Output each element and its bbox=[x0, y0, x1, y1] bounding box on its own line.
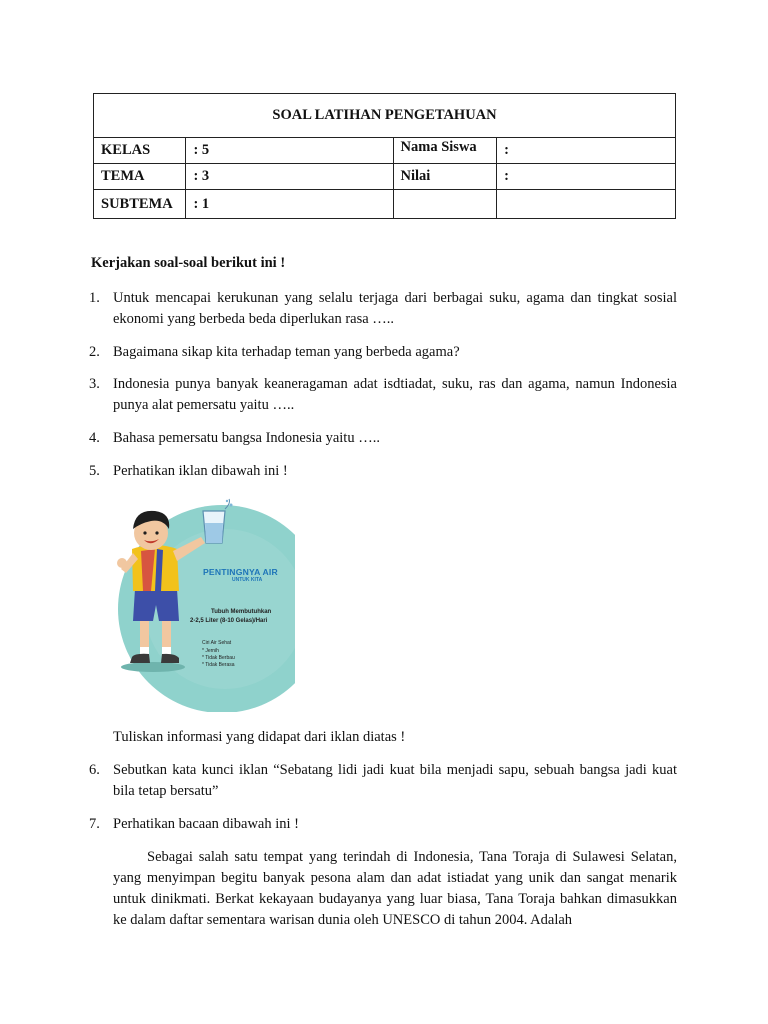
question-number: 2. bbox=[89, 344, 100, 360]
question-text: Untuk mencapai kerukunan yang selalu terjaga dari berbagai suku, agama dan tingkat sosial ekonomi yang berbeda beda diperlukan rasa ….. bbox=[113, 290, 677, 327]
nilai-value: : bbox=[497, 164, 676, 190]
header-row-kelas bbox=[94, 138, 676, 164]
question-number: 3. bbox=[89, 376, 100, 392]
empty-cell bbox=[393, 190, 497, 219]
poster-subtitle: UNTUK KITA bbox=[232, 577, 263, 583]
poster-line: * Tidak Berbau bbox=[202, 655, 235, 661]
question-4 bbox=[89, 428, 677, 449]
empty-cell bbox=[497, 190, 676, 219]
poster-line: * Jernih bbox=[202, 648, 219, 654]
question-number: 6. bbox=[89, 762, 100, 778]
nama-siswa-label: Nama Siswa bbox=[393, 138, 497, 164]
reading-passage: Sebagai salah satu tempat yang terindah di Indonesia, Tana Toraja di Sulawesi Selatan, yang menyimpan begitu banyak pesona alam dan adat istiadat yang unik dan sangat menarik untuk dinikmati. Berkat kekayaan budayanya yang luar biasa, Tana Toraja bahkan dimasukkan ke dalam daftar sementara warisan dunia oleh UNESCO di tahun 2004. Adalah bbox=[113, 849, 677, 928]
poster-line: * Tidak Berasa bbox=[202, 662, 235, 668]
question-text: Sebutkan kata kunci iklan “Sebatang lidi jadi kuat bila menjadi sapu, sebuah bangsa jadi kuat bila tetap bersatu” bbox=[113, 762, 677, 799]
header-row-tema bbox=[94, 164, 676, 190]
question-text: Perhatikan bacaan dibawah ini ! bbox=[113, 816, 300, 832]
poster-line: Ciri Air Sehat bbox=[202, 640, 232, 646]
question-text: Bagaimana sikap kita terhadap teman yang berbeda agama? bbox=[113, 344, 460, 360]
question-number: 1. bbox=[89, 290, 100, 306]
header-table bbox=[93, 93, 676, 219]
question-2 bbox=[89, 342, 677, 363]
question-number: 7. bbox=[89, 816, 100, 832]
water-ad-poster bbox=[113, 497, 295, 712]
subtema-label: SUBTEMA bbox=[94, 190, 186, 219]
question-5 bbox=[89, 461, 677, 482]
question-text: Perhatikan iklan dibawah ini ! bbox=[113, 463, 288, 479]
question-text: Bahasa pemersatu bangsa Indonesia yaitu ….. bbox=[113, 430, 380, 446]
header-row-subtema bbox=[94, 190, 676, 219]
poster-title: PENTINGNYA AIR bbox=[203, 567, 278, 577]
question-5-followup: Tuliskan informasi yang didapat dari iklan diatas ! bbox=[113, 729, 406, 745]
worksheet-title: SOAL LATIHAN PENGETAHUAN bbox=[94, 94, 676, 138]
question-3 bbox=[89, 374, 677, 416]
question-1 bbox=[89, 288, 677, 330]
poster-line: Tubuh Membutuhkan bbox=[211, 609, 272, 615]
poster-illustration bbox=[113, 497, 295, 712]
question-text: Indonesia punya banyak keaneragaman adat isdtiadat, suku, ras dan agama, namun Indonesia punya alat pemersatu yaitu ….. bbox=[113, 376, 677, 413]
nama-siswa-value: : bbox=[497, 138, 676, 164]
tema-label: TEMA bbox=[94, 164, 186, 190]
question-7 bbox=[89, 814, 677, 835]
subtema-value: : 1 bbox=[186, 190, 393, 219]
tema-value: : 3 bbox=[186, 164, 393, 190]
kelas-value: : 5 bbox=[186, 138, 393, 164]
question-number: 5. bbox=[89, 463, 100, 479]
nilai-label: Nilai bbox=[393, 164, 497, 190]
poster-line: 2-2,5 Liter (8-10 Gelas)/Hari bbox=[190, 618, 268, 624]
question-6 bbox=[89, 760, 677, 802]
kelas-label: KELAS bbox=[94, 138, 186, 164]
instruction: Kerjakan soal-soal berikut ini ! bbox=[91, 255, 286, 271]
question-number: 4. bbox=[89, 430, 100, 446]
